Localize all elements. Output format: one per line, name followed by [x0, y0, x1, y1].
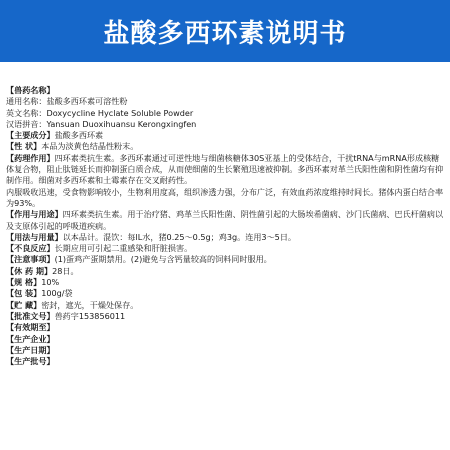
pinyin-name-label: 汉语拼音：: [6, 118, 47, 129]
pinyin-name-value: Yansuan Duoxihuansu Kerongxingfen: [46, 118, 197, 129]
appearance-value: 本品为淡黄色结晶性粉末。: [41, 141, 139, 152]
withdrawal-value: 28日。: [52, 265, 79, 276]
document-title: 盐酸多西环素说明书: [103, 18, 347, 49]
general-name-row: [6, 96, 444, 107]
pharmacology-label: 【药理作用】: [6, 152, 55, 163]
pharmacology-row: [6, 153, 444, 187]
ingredient-label: 【主要成分】: [6, 130, 55, 141]
enterprise-label: 【生产企业】: [6, 333, 55, 344]
appearance-label: 【性 状】: [6, 141, 42, 152]
package-row: [6, 288, 444, 299]
withdrawal-row: [6, 266, 444, 277]
storage-value: 密封，遮光，干燥处保存。: [41, 299, 139, 310]
dosage-label: 【用法与用量】: [6, 231, 63, 242]
storage-label: 【贮 藏】: [6, 299, 42, 310]
pharmacokinetics-value: 内服吸收迅速，受食物影响较小，生物利用度高，组织渗透力强，分布广泛，有效血药浓度维持时间长。猪体内蛋白结合率为93%。: [6, 186, 444, 208]
expiry-row: [6, 322, 444, 333]
production-date-row: [6, 345, 444, 356]
indications-value: 四环素类抗生素。用于治疗猪、鸡革兰氏阳性菌、阴性菌引起的大肠埃希菌病、沙门氏菌病、巴氏杆菌病以及支原体引起的呼吸道疾病。: [6, 209, 444, 231]
batch-row: [6, 356, 444, 367]
specification-value: 10%: [41, 277, 60, 288]
adverse-row: [6, 243, 444, 254]
production-date-label: 【生产日期】: [6, 344, 55, 355]
indications-row: [6, 209, 444, 232]
approval-row: [6, 311, 444, 322]
english-name-row: [6, 108, 444, 119]
general-name-value: 盐酸多西环素可溶性粉: [46, 96, 128, 107]
section-label: 【兽药名称】: [6, 85, 55, 95]
ingredient-row: [6, 130, 444, 141]
dosage-value: 以本品计。混饮：每lL水，猪0.25～0.5g；鸡3g。连用3～5日。: [62, 231, 297, 242]
storage-row: [6, 300, 444, 311]
batch-label: 【生产批号】: [6, 356, 55, 367]
adverse-value: 长期应用可引起二重感染和肝脏损害。: [54, 243, 193, 254]
enterprise-row: [6, 334, 444, 345]
english-name-label: 英文名称：: [6, 107, 47, 118]
indications-label: 【作用与用途】: [6, 209, 63, 220]
approval-label: 【批准文号】: [6, 310, 55, 321]
package-value: 100g/袋: [41, 288, 73, 299]
precautions-row: [6, 254, 444, 265]
appearance-row: [6, 141, 444, 152]
pharmacokinetics-row: [6, 187, 444, 210]
pinyin-name-row: [6, 119, 444, 130]
ingredient-value: 盐酸多西环素: [54, 130, 104, 141]
specification-label: 【规 格】: [6, 277, 42, 288]
withdrawal-label: 【休 药 期】: [6, 265, 53, 276]
title-banner: [0, 0, 450, 62]
english-name-value: Doxycycline Hyclate Soluble Powder: [46, 107, 194, 118]
section-drug-name: [6, 85, 444, 96]
dosage-row: [6, 232, 444, 243]
precautions-value: (1)蛋鸡产蛋期禁用。(2)避免与含钙量较高的饲料同时服用。: [54, 254, 272, 265]
pharmacology-value: 四环素类抗生素。多西环素通过可逆性地与细菌核糖体30S亚基上的受体结合，干扰tRNA与mRNA形成核糖体复合物，阻止肽链延长而抑制蛋白质合成，从而使细菌的生长繁殖迅速被抑制。多西环素对革兰氏阳性菌和阴性菌均有抑制作用。细菌对多西环素和土霉素存在交叉耐药性。: [6, 152, 444, 186]
expiry-label: 【有效期至】: [6, 322, 55, 333]
precautions-label: 【注意事项】: [6, 254, 55, 265]
document-body: [6, 85, 444, 367]
general-name-label: 通用名称：: [6, 96, 47, 107]
adverse-label: 【不良反应】: [6, 243, 55, 254]
specification-row: [6, 277, 444, 288]
approval-value: 兽药字153856011: [54, 310, 126, 321]
package-label: 【包 装】: [6, 288, 42, 299]
